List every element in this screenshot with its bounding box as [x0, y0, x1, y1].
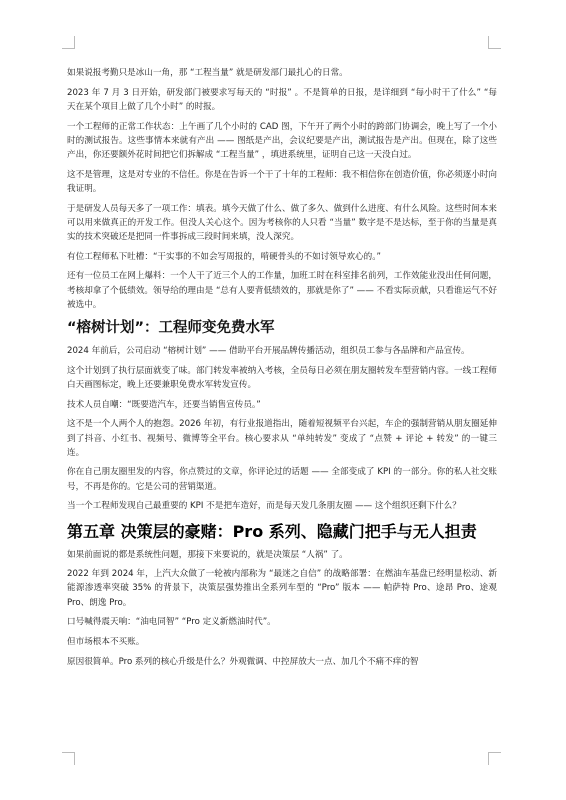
- paragraph: 这不是管理，这是对专业的不信任。你是在告诉一个干了十年的工程师：我不相信你在创造价值，你必须逐小时向我证明。: [67, 169, 497, 194]
- paragraph: 2024 年前后，公司启动 “榕树计划” —— 借助平台开展品牌传播活动，组织员工参与各品牌和产品宣传。: [67, 346, 470, 357]
- paragraph: 2023 年 7 月 3 日开始，研发部门被要求写每天的 “时报” 。不是简单的日报，是详细到 “每小时干了什么” “每天在某个项目上做了几个小时” 的时报。: [67, 87, 497, 112]
- section-heading: “榕树计划”：工程师变免费水军: [67, 320, 275, 337]
- paragraph: 还有一位员工在网上爆料：一个人干了近三个人的工作量，加班工时在科室排名前列，工作效能业没出任何问题，考核却拿了个低绩效。领导给的理由是 “总有人要背低绩效的，那就是你了” —— 不看实际贡献，只看谁运气不好被选中。: [67, 271, 497, 310]
- paragraph: 这个计划到了执行层面就变了味。部门转发率被纳入考核，全员每日必须在朋友圈转发车型营销内容。一线工程师白天画图标定，晚上还要兼职免费水军转发宣传。: [67, 365, 497, 390]
- crop-mark-top-left: [62, 36, 75, 49]
- paragraph: 但市场根本不买账。: [67, 637, 145, 648]
- paragraph: 一个工程师的正常工作状态：上午画了几个小时的 CAD 图，下午开了两个小时的跨部门协调会，晚上写了一个小时的测试报告。这些事情本来就有产出 —— 图纸是产出，会议纪要是产出，测试报告是产出。但现在，除了这些产出，你还要额外花时间把它们拆解成 “工程当量” ，填进系统里，证明自己这一天没白过。: [67, 121, 497, 161]
- paragraph: 于是研发人员每天多了一项工作：填表。填今天做了什么、做了多久、做到什么进度、有什么风险。这些时间本来可以用来做真正的开发工作。但没人关心这个。因为考核你的人只看 “当量” 数字是不是达标，至于你的当量是真实的技术突破还是把同一件事拆成三段时间来填，没人深究。: [67, 203, 497, 243]
- chapter-heading: 第五章 决策层的豪赌：Pro 系列、隐藏门把手与无人担责: [67, 521, 477, 541]
- crop-mark-top-right: [488, 36, 501, 49]
- paragraph: 这不是一个人两个人的抱怨。2026 年初，有行业报道指出，随着短视频平台兴起，车企的强制营销从朋友圈延伸到了抖音、小红书、视频号、微博等全平台。核心要求从 “单纯转发” 变成了 “点赞 + 评论 + 转发” 的一键三连。: [67, 419, 497, 458]
- paragraph: 口号喊得震天响：“油电同智” “Pro 定义新燃油时代”。: [67, 617, 276, 628]
- paragraph: 当一个工程师发现自己最重要的 KPI 不是把车造好，而是每天发几条朋友圈 —— 这个组织还剩下什么？: [67, 501, 461, 512]
- page-content: [67, 66, 497, 675]
- crop-mark-bottom-right: [488, 752, 501, 765]
- crop-mark-bottom-left: [62, 752, 75, 765]
- paragraph: 如果说报考勤只是冰山一角，那 “工程当量” 就是研发部门最扎心的日常。: [67, 68, 348, 78]
- paragraph: 技术人员自嘲：“既要造汽车，还要当销售宣传员。”: [67, 399, 261, 410]
- paragraph: 如果前面说的都是系统性问题，那接下来要说的，就是决策层 “人祸” 了。: [67, 549, 348, 560]
- paragraph: 2022 年到 2024 年，上汽大众做了一轮被内部称为 “最迷之自信” 的战略部署：在燃油车基盘已经明显松动、新能源渗透率突破 35% 的背景下，决策层强势推出全系列车型的 “Pro” 版本 —— 帕萨特 Pro、途昂 Pro、途观 Pro、朗逸 Pro。: [67, 569, 497, 608]
- paragraph: 原因很简单。Pro 系列的核心升级是什么？外观微调、中控屏放大一点、加几个不痛不痒的智: [67, 656, 419, 667]
- paragraph: 你在自己朋友圈里发的内容，你点赞过的文章，你评论过的话题 —— 全部变成了 KPI 的一部分。你的私人社交账号，不再是你的。它是公司的营销渠道。: [67, 467, 497, 492]
- paragraph: 有位工程师私下吐槽：“干实事的不如会写周报的，啃硬骨头的不如讨领导欢心的。”: [67, 251, 381, 262]
